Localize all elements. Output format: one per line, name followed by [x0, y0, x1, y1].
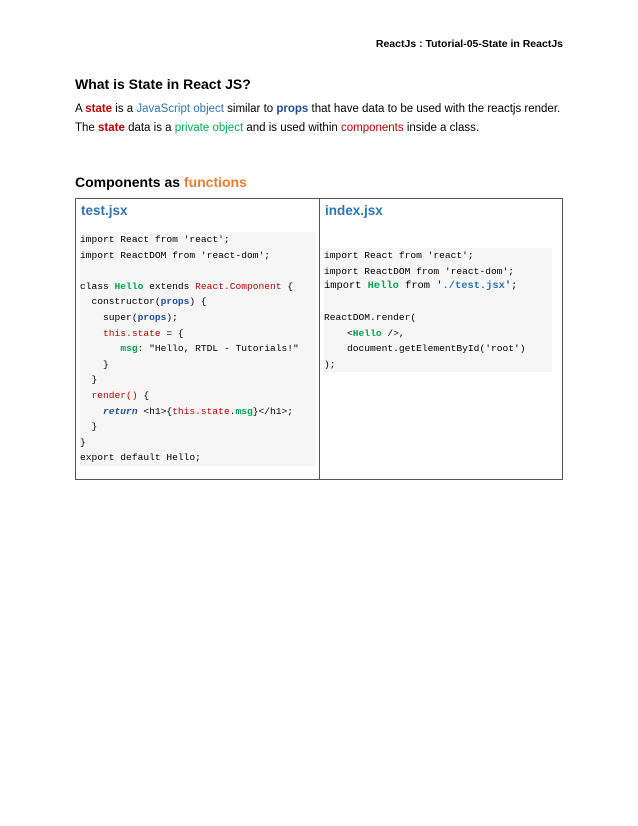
keyword-functions: functions [183, 174, 247, 190]
code-token: = { [160, 327, 184, 339]
text: and is used within [243, 122, 341, 134]
code-token [80, 343, 120, 354]
code-token: }</h1>; [252, 405, 294, 417]
text: inside a class. [403, 122, 480, 134]
code-token: class [80, 280, 115, 292]
code-token: < [324, 327, 353, 339]
code-token [80, 406, 103, 417]
text: that have data to be used with the reactjs render. [308, 103, 561, 115]
section-heading-state: What is State in React JS? [75, 76, 251, 92]
code-block-test-jsx [80, 232, 316, 466]
code-line: import ReactDOM from 'react-dom'; [80, 249, 270, 261]
keyword-props: props [276, 103, 309, 115]
code-line: } [80, 358, 109, 370]
keyword-state: state [85, 103, 113, 115]
code-token: render() [91, 389, 138, 401]
code-token: ) { [189, 296, 207, 308]
code-line: ReactDOM.render( [324, 312, 417, 323]
code-line: import React from 'react'; [80, 234, 230, 245]
code-line [80, 310, 316, 326]
code-line: import ReactDOM from 'react-dom'; [324, 265, 514, 277]
code-token: test.jsx [454, 280, 505, 292]
code-token: import [324, 280, 368, 292]
code-line [80, 388, 316, 404]
paragraph-state-private [75, 122, 479, 134]
code-line [80, 326, 316, 342]
text: is a [112, 103, 137, 115]
code-line: } [80, 421, 98, 433]
file-title-test-jsx: test.jsx [81, 203, 128, 218]
paragraph-state-definition [75, 103, 560, 115]
code-line [324, 279, 552, 295]
code-token: '; [504, 280, 518, 292]
code-token: msg [120, 343, 138, 355]
code-line [324, 295, 552, 311]
code-line: import React from 'react'; [324, 250, 474, 261]
code-token: this.state [103, 327, 161, 339]
text: data is a [124, 122, 175, 134]
keyword-private-object: private object [174, 122, 244, 134]
keyword-components: components [340, 122, 404, 134]
code-token: />, [381, 327, 405, 339]
code-line [80, 279, 316, 295]
section-heading-components [75, 174, 247, 190]
code-token: { [281, 280, 294, 292]
code-token: Hello [352, 327, 382, 339]
page-header: ReactJs : Tutorial-05-State in ReactJs [375, 38, 563, 50]
code-token: return [103, 405, 138, 417]
code-token: : "Hello, RTDL - Tutorials!" [137, 343, 299, 355]
code-token: constructor( [80, 296, 161, 308]
code-line [324, 326, 552, 342]
code-line [80, 294, 316, 310]
code-token [80, 328, 103, 339]
keyword-state: state [98, 122, 125, 134]
code-line: } [80, 374, 98, 386]
heading-prefix: Components as [75, 174, 184, 190]
code-token [80, 390, 92, 401]
code-block-index-jsx [324, 248, 552, 372]
keyword-js-object: JavaScript object [136, 103, 224, 115]
code-line [80, 341, 316, 357]
code-token: Hello [114, 280, 144, 292]
code-line: export default Hello; [80, 452, 201, 464]
file-title-index-jsx: index.jsx [325, 203, 383, 218]
code-token: this.state [172, 405, 230, 417]
text: A [75, 103, 86, 115]
column-divider [319, 199, 320, 479]
code-token: props [160, 296, 190, 308]
code-token: super( [80, 311, 138, 323]
code-token: from ' [398, 280, 443, 292]
code-table [75, 198, 563, 480]
code-line [80, 404, 316, 420]
code-token: extends [143, 280, 196, 292]
code-token: ./ [442, 280, 455, 292]
code-token: msg [235, 405, 253, 417]
code-token: React.Component [195, 280, 282, 292]
text: The [75, 122, 99, 134]
code-line: ); [324, 358, 336, 370]
code-line: } [80, 436, 86, 448]
code-token: <h1>{ [137, 405, 173, 417]
code-token: Hello [367, 280, 399, 292]
code-token: props [137, 311, 167, 323]
code-line [80, 263, 316, 279]
code-token: { [137, 389, 150, 401]
text: similar to [223, 103, 277, 115]
code-token: . [229, 405, 236, 417]
code-line: document.getElementById('root') [324, 343, 526, 354]
code-token: ); [166, 311, 178, 323]
